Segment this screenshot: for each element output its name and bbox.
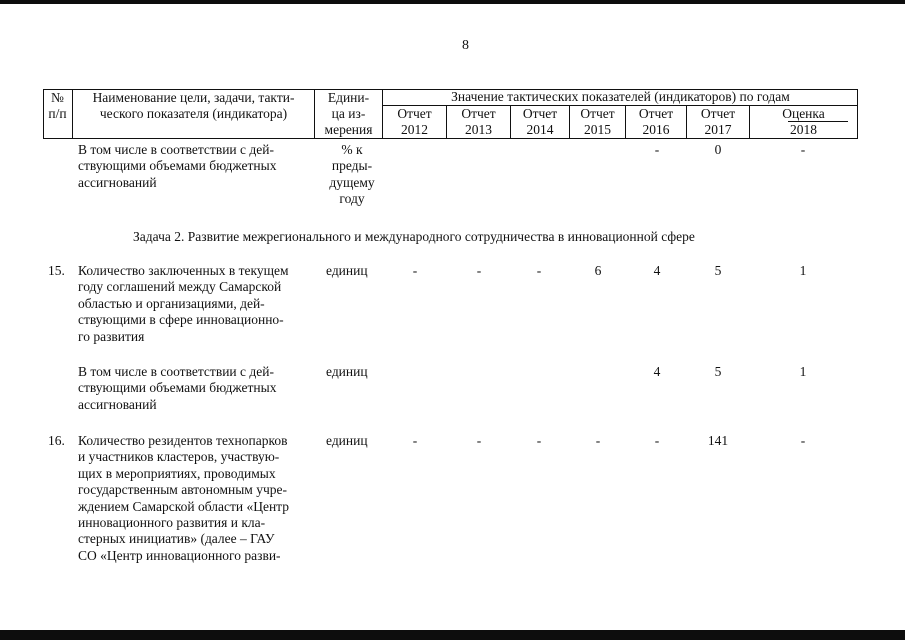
header-text: Отчет [522, 106, 558, 121]
row-text-line: ствующими объемами бюджетных [78, 158, 277, 174]
header-text: Отчет [461, 106, 496, 121]
header-text: 2015 [584, 122, 611, 137]
row-text-line: областью и организациями, дей- [78, 295, 265, 311]
header-year-2016 [626, 106, 686, 138]
table-row-unit [322, 142, 382, 208]
cell-2013: - [476, 263, 482, 278]
header-unit-col [315, 90, 382, 138]
header-text: 2013 [465, 122, 492, 137]
estimate-underline [788, 121, 848, 122]
row-text-line: ствующими в сфере инновационно- [78, 312, 284, 328]
table-row-name [78, 364, 318, 413]
cell-2017: 5 [714, 364, 722, 379]
header-name-col [73, 90, 314, 122]
cell-2018: 1 [799, 364, 807, 379]
row-text-line: Количество резидентов технопарков [78, 433, 288, 448]
header-text: Отчет [580, 106, 615, 121]
cell-2018: - [800, 433, 806, 448]
cell-2017: 141 [707, 433, 729, 448]
header-year-2014 [511, 106, 569, 138]
row-text-line: и участников кластеров, участвую- [78, 449, 280, 465]
cell-2015: - [595, 433, 601, 448]
header-text: Отчет [397, 106, 432, 121]
table-row-unit: единиц [326, 263, 368, 278]
row-text-line: государственным автономным учре- [78, 482, 287, 498]
row-text-line: ждением Самарской области «Центр [78, 498, 289, 514]
table-row-name [78, 142, 314, 191]
row-unit-line: преды- [331, 158, 373, 174]
header-text: 2017 [704, 122, 732, 137]
page-number: 8 [462, 38, 469, 53]
cell-2016: - [654, 433, 660, 448]
cell-2016: 4 [653, 364, 661, 379]
row-text-line: Количество заключенных в текущем [78, 263, 289, 278]
row-unit-line: % к [341, 142, 363, 157]
table-row-name [78, 433, 318, 564]
header-text: 2014 [526, 122, 554, 137]
row-text-line: В том числе в соответствии с дей- [78, 142, 274, 157]
row-number: 16. [48, 433, 65, 448]
task-caption: Задача 2. Развитие межрегионального и международного сотрудничества в инновационной сфере [133, 229, 695, 244]
cell-2014: - [536, 433, 542, 448]
header-text: 2012 [401, 122, 428, 137]
row-text-line: стерных инициатив» (далее – ГАУ [78, 531, 275, 547]
bottom-border [0, 630, 905, 640]
row-text-line: году соглашений между Самарской [78, 279, 282, 295]
table-row-unit: единиц [326, 364, 368, 379]
row-text-line: ассигнований [78, 396, 157, 412]
row-text-line: ствующими объемами бюджетных [78, 380, 277, 396]
header-text: Едини- [327, 90, 370, 105]
header-text: № [51, 90, 64, 105]
cell-2013: - [476, 433, 482, 448]
cell-2016: 4 [653, 263, 661, 278]
cell-2015: 6 [594, 263, 602, 278]
header-text: Отчет [700, 106, 736, 121]
cell-2014: - [536, 263, 542, 278]
row-text-line: В том числе в соответствии с дей- [78, 364, 274, 379]
header-text: ческого показателя (индикатора) [99, 106, 288, 121]
cell-2018: - [800, 142, 806, 157]
cell-2018: 1 [799, 263, 807, 278]
row-unit-line: году [339, 191, 365, 207]
row-text-line: инновационного развития и кла- [78, 515, 266, 531]
header-values-group: Значение тактических показателей (индикаторов) по годам [451, 89, 790, 104]
header-text: Отчет [638, 106, 674, 121]
header-year-2018 [750, 106, 857, 138]
row-text-line: щих в мероприятиях, проводимых [78, 465, 276, 481]
header-text: мерения [324, 122, 373, 137]
header-bottom-rule [43, 138, 858, 139]
cell-2012: - [412, 263, 418, 278]
row-number: 15. [48, 263, 65, 278]
header-text: 2016 [642, 122, 670, 137]
row-text-line: СО «Центр инновационного разви- [78, 547, 281, 563]
header-year-2013 [447, 106, 510, 138]
table-header [43, 89, 858, 139]
header-number-col [43, 90, 72, 122]
cell-2017: 0 [714, 142, 722, 157]
cell-2012: - [412, 433, 418, 448]
cell-2016: - [654, 142, 660, 157]
header-text: 2018 [790, 122, 817, 137]
cell-2017: 5 [714, 263, 722, 278]
table-row-name [78, 263, 318, 345]
top-border [0, 0, 905, 4]
header-year-2012 [383, 106, 446, 138]
header-text: п/п [48, 106, 67, 121]
header-text: Наименование цели, задачи, такти- [92, 90, 295, 105]
row-text-line: ассигнований [78, 174, 157, 190]
table-row-unit: единиц [326, 433, 368, 448]
header-text: Оценка [782, 106, 825, 121]
header-year-2017 [687, 106, 749, 138]
row-text-line: го развития [78, 328, 145, 344]
header-text: ца из- [331, 106, 366, 121]
row-unit-line: дущему [329, 174, 375, 190]
header-year-2015 [570, 106, 625, 138]
